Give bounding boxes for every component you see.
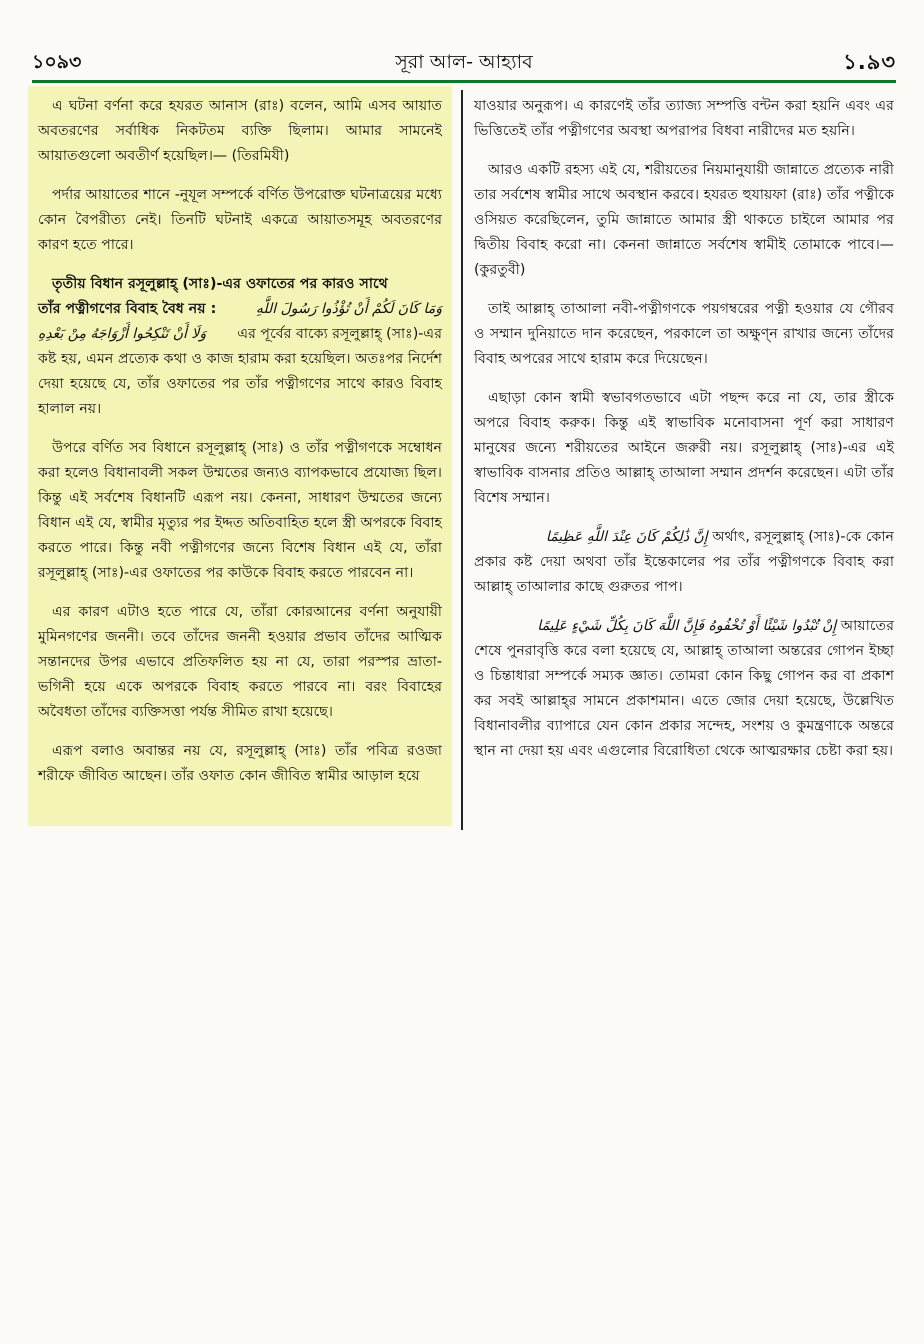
left-heading-line-2 (38, 297, 442, 322)
left-arabic-line (38, 322, 442, 347)
left-paragraph-5: এর কারণ এটাও হতে পারে যে, তাঁরা কোরআনের বর্ণনা অনুযায়ী মুমিনগণের জননী। তবে তাঁদের জননী হওয়ার প্রভাব তাঁদের আত্মিক সন্তানদের উপর এভাবে প্রতিফলিত হয় না যে, তারা পরস্পর ভ্রাতা-ভগিনী হয়ে একে অপরকে বিবাহ করতে পারবে না। বরং বিবাহের অবৈধতা তাঁদের ব্যক্তিসত্তা পর্যন্ত সীমিত রাখা হয়েছে। (38, 604, 442, 720)
right-column (474, 86, 894, 778)
after-arabic-text-2: অর্থাৎ, রসূলুল্লাহ্ (সাঃ)-কে কোন (712, 529, 894, 545)
left-paragraph-2: পর্দার আয়াতের শানে -নুযূল সম্পর্কে বর্ণিত উপরোক্ত ঘটনাত্রয়ের মধ্যে কোন বৈপরীত্য নেই। তিনটি ঘটনাই একত্রে আয়াতসমূহ অবতরণের কারণ হতে পারে। (38, 187, 442, 253)
right-paragraph-5: প্রকার কষ্ট দেয়া অথবা তাঁর ইন্তেকালের পর তাঁর পত্নীগণকে বিবাহ করা আল্লাহ্ তাআলার কাছে গুরুতর পাপ। (474, 554, 894, 595)
left-column (28, 86, 452, 826)
after-arabic-text: এর পূর্বের বাক্যে রসূলুল্লাহ্ (সাঃ)-এর (237, 326, 442, 342)
left-heading-line-1 (38, 272, 442, 297)
rule-heading-1: তৃতীয় বিধান রসূলুল্লাহ্ (সাঃ)-এর ওফাতের পর কারও সাথে (52, 276, 388, 292)
header-rule (32, 80, 896, 83)
right-arabic-line-1 (474, 525, 894, 550)
right-paragraph-3: তাই আল্লাহ্ তাআলা নবী-পত্নীগণকে পয়গম্বরের পত্নী হওয়ার যে গৌরব ও সম্মান দুনিয়াতে দান করেছেন, পরকালে তা অক্ষুণ্ন রাখার জন্যে তাঁদের বিবাহ অপরের সাথে হারাম করে দিয়েছেন। (474, 301, 894, 367)
right-paragraph-4: এছাড়া কোন স্বামী স্বভাবগতভাবে এটা পছন্দ করে না যে, তার স্ত্রীকে অপরে বিবাহ করুক। কিন্তু এই স্বাভাবিক মনোবাসনা পূর্ণ করা সাধারণ মানুষের জন্যে শরীয়তের আইনে জরুরী নয়। রসূলুল্লাহ্ (সাঃ)-এর এই স্বাভাবিক বাসনার প্রতিও আল্লাহ্ তাআলা সম্মান প্রদর্শন করেছেন। এটা তাঁর বিশেষ সম্মান। (474, 390, 894, 506)
page-header (32, 44, 896, 78)
column-divider (461, 90, 463, 830)
right-arabic-line-2 (474, 614, 894, 639)
surah-title: সূরা আল- আহ্যাব (395, 51, 533, 73)
after-arabic-text-3: আয়াতের (840, 618, 894, 634)
arabic-verse-1: وَمَا كَانَ لَكُمْ أَنْ تُؤْذُوا رَسُولَ اللَّهِ (255, 301, 442, 317)
arabic-verse-3: إِنَّ ذَٰلِكُمْ كَانَ عِنْدَ اللَّهِ عَظِيمًا (545, 529, 708, 545)
right-paragraph-1: যাওয়ার অনুরূপ। এ কারণেই তাঁর ত্যাজ্য সম্পত্তি বন্টন করা হয়নি এবং এর ভিত্তিতেই তাঁর পত্নীগণের অবস্থা অপরাপর বিধবা নারীদের মত হয়নি। (474, 98, 894, 139)
right-paragraph-2: আরও একটি রহস্য এই যে, শরীয়তের নিয়মানুযায়ী জান্নাতে প্রত্যেক নারী তার সর্বশেষ স্বামীর সাথে অবস্থান করবে। হযরত হুযায়ফা (রাঃ) তাঁর পত্নীকে ওসিয়ত করেছিলেন, তুমি জান্নাতে আমার স্ত্রী থাকতে চাইলে আমার পর দ্বিতীয় বিবাহ করো না। কেননা জান্নাতে সর্বশেষ স্বামীই তোমাকে পাবে।—(কুরতুবী) (474, 162, 894, 278)
rule-heading-2: তাঁর পত্নীগণের বিবাহ বৈধ নয় : (38, 301, 217, 317)
left-paragraph-6: এরূপ বলাও অবান্তর নয় যে, রসূলুল্লাহ্ (সাঃ) তাঁর পবিত্র রওজা শরীফে জীবিত আছেন। তাঁর ওফাত কোন জীবিত স্বামীর আড়াল হয়ে (38, 743, 442, 784)
right-paragraph-6: শেষে পুনরাবৃত্তি করে বলা হয়েছে যে, আল্লাহ্ তাআলা অন্তরের গোপন ইচ্ছা ও চিন্তাধারা সম্পর্কে সম্যক জ্ঞাত। তোমরা কোন কিছু গোপন কর বা প্রকাশ কর সবই আল্লাহ্‌র সামনে প্রকাশমান। এতে জোর দেয়া হয়েছে, উল্লেখিত বিধানাবলীর ব্যাপারে যেন কোন প্রকার সন্দেহ, সংশয় ও কুমন্ত্রণাকে অন্তরে স্থান না দেয়া হয় এবং এগুলোর বিরোধিতা থেকে আত্মরক্ষার চেষ্টা করা হয়। (474, 643, 894, 759)
left-paragraph-4: উপরে বর্ণিত সব বিধানে রসূলুল্লাহ্ (সাঃ) ও তাঁর পত্নীগণকে সম্বোধন করা হলেও বিধানাবলী সকল উম্মতের জন্যও ব্যাপকভাবে প্রযোজ্য ছিল। কিন্তু এই সর্বশেষ বিধানটি এরূপ নয়। কেননা, সাধারণ উম্মতের জন্যে বিধান এই যে, স্বামীর মৃত্যুর পর ইদ্দত অতিবাহিত হলে স্ত্রী অপরকে বিবাহ করতে পারে। কিন্তু নবী পত্নীগণের জন্যে বিশেষ বিধান এই যে, তাঁরা রসূলুল্লাহ্ (সাঃ)-এর ওফাতের পর কাউকে বিবাহ করতে পারবেন না। (38, 440, 442, 581)
left-paragraph-3: কষ্ট হয়, এমন প্রত্যেক কথা ও কাজ হারাম করা হয়েছিল। অতঃপর নির্দেশ দেয়া হয়েছে যে, তাঁর ওফাতের পর তাঁর পত্নীগণের সাথে কারও বিবাহ হালাল নয়। (38, 351, 442, 417)
arabic-verse-4: إِنْ تُبْدُوا شَيْئًا أَوْ تُخْفُوهُ فَإِنَّ اللَّهَ كَانَ بِكُلِّ شَيْءٍ عَلِيمًا (537, 618, 837, 634)
arabic-verse-2: وَلَا أَنْ تَنْكِحُوا أَزْوَاجَهُ مِنْ بَعْدِهِ (38, 326, 207, 342)
page-number-left: ১০৯৩ (32, 51, 82, 73)
page-number-right: ১.৯৩ (843, 50, 896, 74)
left-paragraph-1: এ ঘটনা বর্ণনা করে হযরত আনাস (রাঃ) বলেন, আমি এসব আয়াত অবতরণের সর্বাধিক নিকটতম ব্যক্তি ছিলাম। আমার সামনেই আয়াতগুলো অবতীর্ণ হয়েছিল।— (তিরমিযী) (38, 98, 442, 164)
